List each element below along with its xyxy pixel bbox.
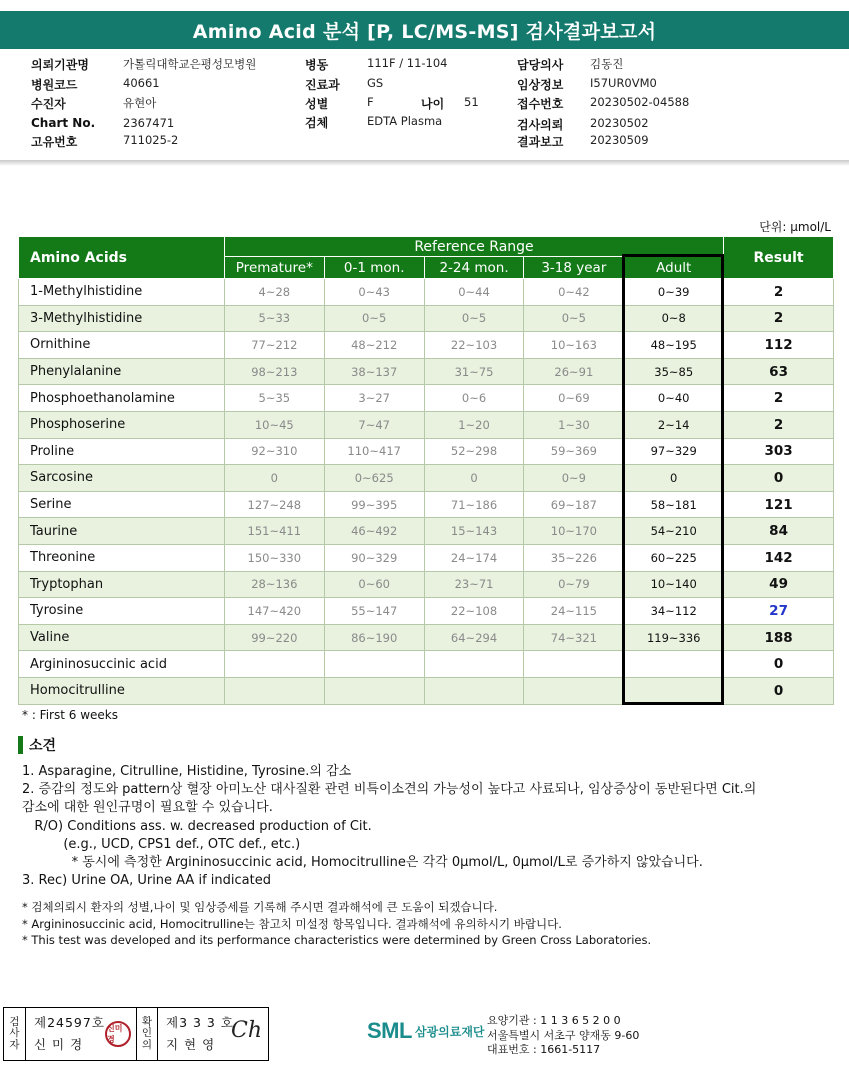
reference-range-cell: 0~43 (324, 279, 424, 306)
reference-range-cell: 74~321 (524, 624, 624, 651)
info-label: 나이 (421, 97, 445, 111)
amino-acid-name: Phosphoserine (19, 411, 225, 438)
info-label: 의뢰기관명 (31, 58, 89, 72)
info-value: I57UR0VM0 (590, 76, 657, 90)
info-value: 가톨릭대학교은평성모병원 (123, 57, 257, 71)
result-cell: 2 (724, 411, 834, 438)
reference-range-cell: 98~213 (224, 358, 324, 385)
amino-acid-name: Serine (19, 491, 225, 518)
reference-range-cell: 0~60 (324, 571, 424, 598)
reference-range-cell: 5~35 (224, 385, 324, 412)
info-label: 고유번호 (31, 135, 78, 149)
report-title: Amino Acid 분석 [P, LC/MS-MS] 검사결과보고서 (0, 11, 849, 49)
adult-range-cell: 34~112 (624, 598, 724, 625)
result-cell: 0 (724, 465, 834, 492)
reference-range-cell: 31~75 (424, 358, 524, 385)
confirmer-signature: Ch (230, 1018, 262, 1043)
info-value: 20230502 (590, 116, 649, 130)
result-cell: 84 (724, 518, 834, 545)
reference-range-cell (424, 651, 524, 678)
col-ref-3: 3-18 year (524, 257, 624, 279)
reference-range-cell: 0~44 (424, 279, 524, 306)
info-label: 결과보고 (517, 135, 564, 149)
info-value: 51 (464, 95, 479, 109)
col-reference-range: Reference Range (224, 237, 723, 257)
reference-range-cell: 0 (224, 465, 324, 492)
result-cell: 63 (724, 358, 834, 385)
reference-range-cell: 69~187 (524, 491, 624, 518)
reference-range-cell: 64~294 (424, 624, 524, 651)
info-label: 병원코드 (31, 78, 78, 92)
info-label: 담당의사 (517, 58, 564, 72)
result-cell: 27 (724, 598, 834, 625)
amino-acid-name: Homocitrulline (19, 677, 225, 704)
table-row (19, 305, 834, 332)
reference-range-cell: 24~115 (524, 598, 624, 625)
heading-bar (18, 736, 23, 754)
reference-range-cell: 77~212 (224, 332, 324, 359)
lab-logo (367, 1018, 485, 1044)
adult-range-cell: 0 (624, 465, 724, 492)
reference-range-cell (324, 677, 424, 704)
adult-range-cell: 0~39 (624, 279, 724, 306)
reference-range-cell: 0~6 (424, 385, 524, 412)
reference-range-cell: 99~395 (324, 491, 424, 518)
opinion-line: (e.g., UCD, CPS1 def., OTC def., etc.) (22, 836, 301, 852)
table-row (19, 624, 834, 651)
reference-range-cell: 0~79 (524, 571, 624, 598)
vertical-label-char: 자 (9, 1038, 20, 1051)
amino-acid-name: Sarcosine (19, 465, 225, 492)
reference-range-cell: 0~5 (524, 305, 624, 332)
amino-acid-name: Proline (19, 438, 225, 465)
amino-acid-name: Phenylalanine (19, 358, 225, 385)
info-value: 유현아 (123, 96, 157, 110)
reference-range-cell: 1~30 (524, 411, 624, 438)
reference-range-cell: 0~625 (324, 465, 424, 492)
col-ref-0: Premature* (224, 257, 324, 279)
opinion-line: 감소에 대한 원인규명이 필요할 수 있습니다. (22, 800, 273, 816)
confirmer-name: 지 현 영 (166, 1037, 216, 1052)
reference-range-cell: 59~369 (524, 438, 624, 465)
result-cell: 121 (724, 491, 834, 518)
lab-address: 서울특별시 서초구 양재동 9-60 (487, 1028, 640, 1042)
confirmer-license: 제3 3 3 호 (166, 1015, 234, 1030)
vertical-label-char: 인 (141, 1027, 153, 1040)
lab-phone: 대표번호 : 1661-5117 (487, 1043, 601, 1056)
col-ref-2: 2-24 mon. (424, 257, 524, 279)
adult-range-cell (624, 651, 724, 678)
table-row (19, 491, 834, 518)
reference-range-cell: 7~47 (324, 411, 424, 438)
reference-range-cell: 24~174 (424, 544, 524, 571)
reference-range-cell: 150~330 (224, 544, 324, 571)
reference-range-cell (324, 651, 424, 678)
note-line: * 검체의뢰시 환자의 성별,나이 및 임상증세를 기록해 주시면 결과해석에 큰 도움이 되겠습니다. (22, 900, 498, 914)
reference-range-cell: 0~5 (324, 305, 424, 332)
col-ref-4: Adult (624, 257, 724, 279)
result-cell: 142 (724, 544, 834, 571)
adult-range-cell: 10~140 (624, 571, 724, 598)
table-row (19, 544, 834, 571)
amino-acid-name: Phosphoethanolamine (19, 385, 225, 412)
info-label: 검사의뢰 (517, 118, 564, 132)
reference-range-cell: 92~310 (224, 438, 324, 465)
note-line: * Argininosuccinic acid, Homocitrulline는 참고치 미설정 항목입니다. 결과해석에 유의하시기 바랍니다. (22, 916, 562, 931)
opinion-heading (18, 735, 56, 755)
table-row (19, 385, 834, 412)
table-row (19, 598, 834, 625)
adult-range-cell: 2~14 (624, 411, 724, 438)
amino-acid-table (18, 236, 834, 705)
reference-range-cell: 3~27 (324, 385, 424, 412)
examiner-label (4, 1008, 26, 1060)
opinion-text (22, 763, 842, 890)
adult-range-cell: 60~225 (624, 544, 724, 571)
reference-range-cell: 147~420 (224, 598, 324, 625)
amino-acid-name: Ornithine (19, 332, 225, 359)
reference-range-cell: 52~298 (424, 438, 524, 465)
info-label: 검체 (305, 116, 329, 130)
examiner-name: 신 미 경 (34, 1037, 84, 1052)
info-value: 20230509 (590, 133, 649, 147)
amino-acid-name: Tyrosine (19, 598, 225, 625)
lab-info (487, 1014, 639, 1058)
sml-logo-mark: SML (367, 1018, 412, 1043)
reference-range-cell: 28~136 (224, 571, 324, 598)
adult-range-cell (624, 677, 724, 704)
reference-range-cell: 99~220 (224, 624, 324, 651)
result-cell: 0 (724, 677, 834, 704)
result-cell: 2 (724, 279, 834, 306)
adult-range-cell: 97~329 (624, 438, 724, 465)
info-value: 20230502-04588 (590, 95, 690, 109)
adult-range-cell: 0~40 (624, 385, 724, 412)
opinion-heading-text: 소견 (29, 738, 57, 754)
info-value: 2367471 (123, 116, 175, 130)
result-cell: 49 (724, 571, 834, 598)
reference-range-cell (224, 651, 324, 678)
table-row (19, 465, 834, 492)
reference-range-cell: 0~42 (524, 279, 624, 306)
examiner-seal: 신미경 (105, 1021, 131, 1047)
reference-range-cell (224, 677, 324, 704)
reference-range-cell (524, 651, 624, 678)
table-row (19, 571, 834, 598)
reference-range-cell: 22~103 (424, 332, 524, 359)
result-cell: 2 (724, 305, 834, 332)
reference-range-cell: 10~45 (224, 411, 324, 438)
amino-acid-name: Valine (19, 624, 225, 651)
amino-acid-name: 3-Methylhistidine (19, 305, 225, 332)
vertical-label-char: 사 (9, 1027, 20, 1040)
vertical-label-char: 확 (141, 1015, 153, 1028)
reference-range-cell: 5~33 (224, 305, 324, 332)
lab-name: 삼광의료재단 (414, 1024, 485, 1039)
reference-range-cell: 23~71 (424, 571, 524, 598)
info-label: 병동 (305, 58, 329, 72)
info-value: 111F / 11-104 (367, 56, 448, 70)
amino-acid-name: Taurine (19, 518, 225, 545)
table-row (19, 332, 834, 359)
result-cell: 188 (724, 624, 834, 651)
signature-box (3, 1007, 269, 1061)
table-row (19, 518, 834, 545)
reference-range-cell: 35~226 (524, 544, 624, 571)
lab-code: 요양기관 : 1 1 3 6 5 2 0 0 (487, 1014, 621, 1027)
info-label: Chart No. (31, 116, 96, 130)
reference-range-cell: 151~411 (224, 518, 324, 545)
reference-range-cell: 38~137 (324, 358, 424, 385)
info-label: 수진자 (31, 97, 66, 111)
vertical-label-char: 검 (9, 1015, 20, 1028)
table-row (19, 651, 834, 678)
reference-range-cell: 127~248 (224, 491, 324, 518)
adult-range-cell: 119~336 (624, 624, 724, 651)
info-label: 접수번호 (517, 97, 564, 111)
amino-acid-name: Threonine (19, 544, 225, 571)
info-value: 711025-2 (123, 133, 179, 147)
table-row (19, 411, 834, 438)
reference-range-cell: 10~163 (524, 332, 624, 359)
reference-range-cell: 0~69 (524, 385, 624, 412)
reference-range-cell: 71~186 (424, 491, 524, 518)
info-label: 성별 (305, 97, 329, 111)
info-value: F (367, 95, 374, 109)
note-line: * This test was developed and its performance characteristics were determined by Green Cross Laboratories. (22, 933, 652, 947)
opinion-line: * 동시에 측정한 Argininosuccinic acid, Homocitrulline은 각각 0μmol/L, 0μmol/L로 증가하지 않았습니다. (22, 855, 703, 871)
info-label: 임상정보 (517, 78, 564, 92)
info-value: EDTA Plasma (367, 114, 443, 128)
amino-acid-name: Argininosuccinic acid (19, 651, 225, 678)
info-value: 40661 (123, 76, 160, 90)
reference-range-cell: 0 (424, 465, 524, 492)
result-cell: 303 (724, 438, 834, 465)
opinion-line: R/O) Conditions ass. w. decreased production of Cit. (22, 818, 372, 834)
adult-range-cell: 0~8 (624, 305, 724, 332)
reference-range-cell: 10~170 (524, 518, 624, 545)
table-row (19, 677, 834, 704)
adult-range-cell: 35~85 (624, 358, 724, 385)
divider (0, 160, 849, 166)
reference-range-cell: 90~329 (324, 544, 424, 571)
col-amino-acids: Amino Acids (19, 237, 225, 279)
examiner-block (26, 1008, 136, 1060)
info-value: 김동진 (590, 57, 624, 71)
reference-range-cell: 4~28 (224, 279, 324, 306)
col-result: Result (724, 237, 834, 279)
adult-range-cell: 58~181 (624, 491, 724, 518)
reference-range-cell: 22~108 (424, 598, 524, 625)
adult-range-cell: 48~195 (624, 332, 724, 359)
vertical-label-char: 의 (141, 1038, 153, 1051)
result-cell: 2 (724, 385, 834, 412)
opinion-line: 1. Asparagine, Citrulline, Histidine, Tyrosine.의 감소 (22, 764, 352, 779)
reference-range-cell (524, 677, 624, 704)
table-row (19, 438, 834, 465)
info-value: GS (367, 76, 384, 90)
reference-range-cell (424, 677, 524, 704)
amino-acid-name: 1-Methylhistidine (19, 279, 225, 306)
reference-range-cell: 46~492 (324, 518, 424, 545)
adult-range-cell: 54~210 (624, 518, 724, 545)
result-cell: 112 (724, 332, 834, 359)
reference-range-cell: 1~20 (424, 411, 524, 438)
footnote: * : First 6 weeks (22, 708, 118, 722)
amino-acid-name: Tryptophan (19, 571, 225, 598)
reference-range-cell: 15~143 (424, 518, 524, 545)
unit-label: 단위: μmol/L (759, 220, 831, 234)
confirmer-label (136, 1008, 158, 1060)
reference-range-cell: 48~212 (324, 332, 424, 359)
col-ref-1: 0-1 mon. (324, 257, 424, 279)
opinion-line: 2. 증감의 정도와 pattern상 혈장 아미노산 대사질환 관련 비특이소견의 가능성이 높다고 사료되나, 임상증상이 동반된다면 Cit.의 (22, 782, 757, 798)
reference-range-cell: 26~91 (524, 358, 624, 385)
notes (22, 899, 651, 949)
opinion-line: 3. Rec) Urine OA, Urine AA if indicated (22, 873, 271, 889)
reference-range-cell: 110~417 (324, 438, 424, 465)
reference-range-cell: 86~190 (324, 624, 424, 651)
table-row (19, 358, 834, 385)
reference-range-cell: 0~5 (424, 305, 524, 332)
info-label: 진료과 (305, 78, 340, 92)
table-row (19, 279, 834, 306)
reference-range-cell: 55~147 (324, 598, 424, 625)
reference-range-cell: 0~9 (524, 465, 624, 492)
result-cell: 0 (724, 651, 834, 678)
examiner-license: 제24597호 (34, 1015, 105, 1030)
confirmer-block (158, 1008, 268, 1060)
